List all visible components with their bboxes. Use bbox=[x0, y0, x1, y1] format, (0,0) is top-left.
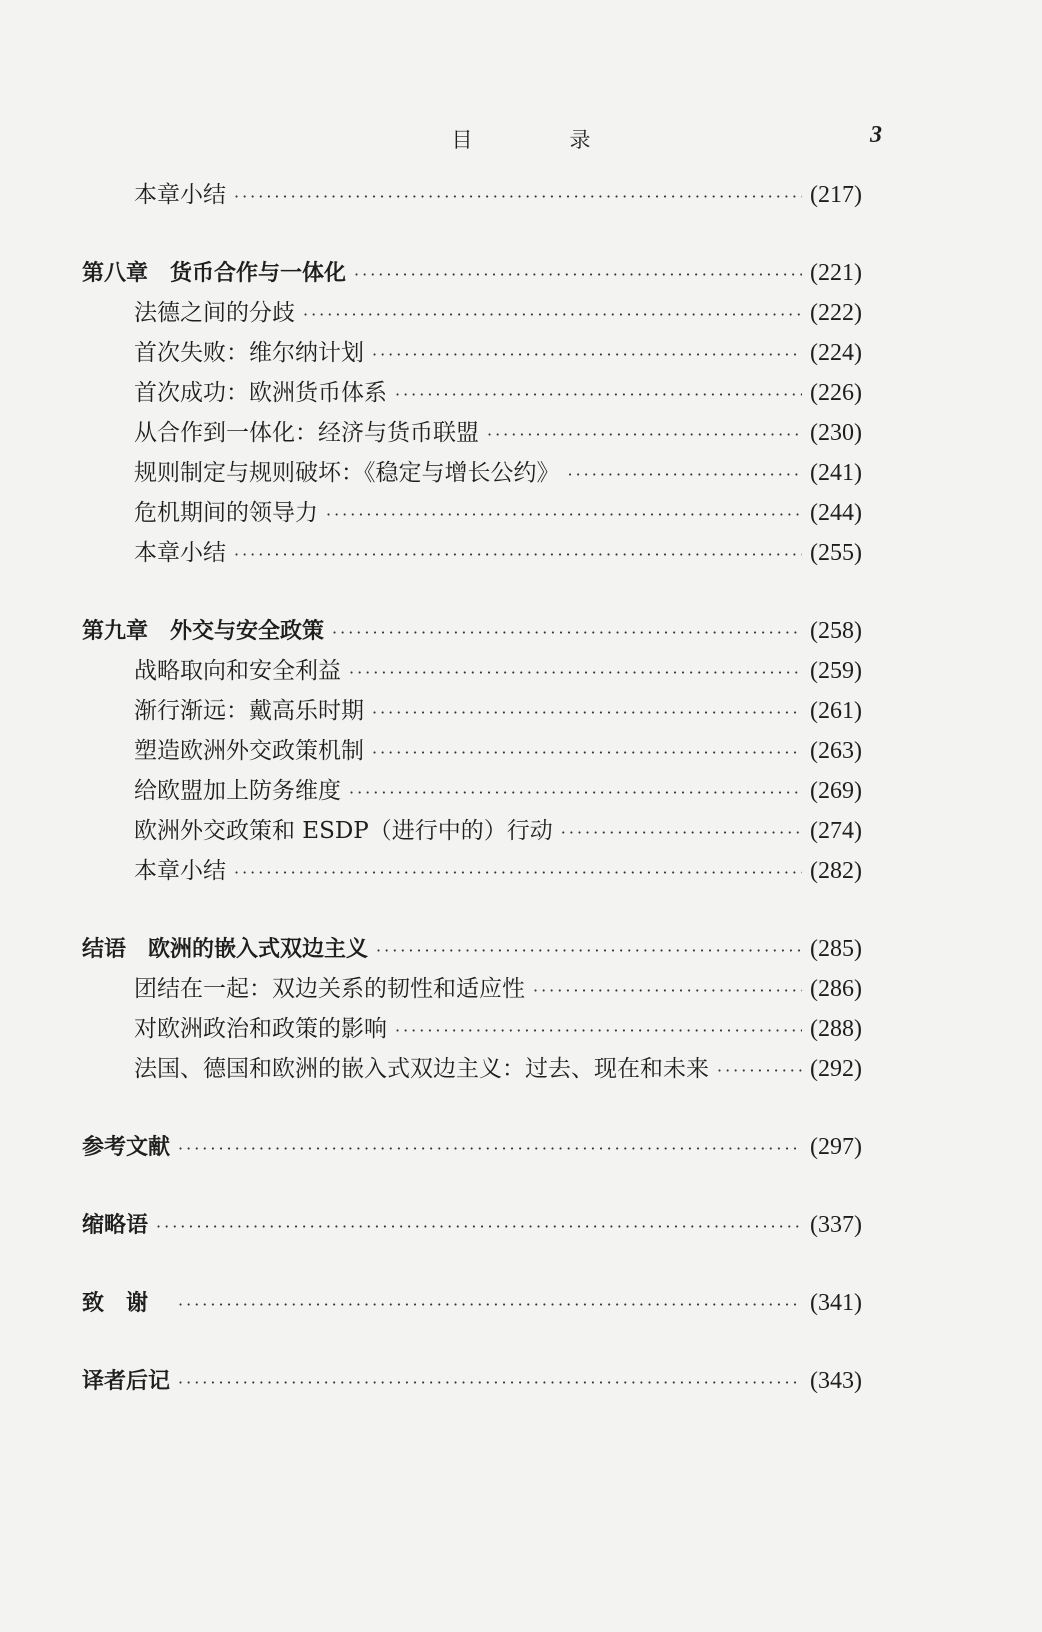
toc-entry-title: 给欧盟加上防务维度 bbox=[134, 778, 341, 804]
toc-entry-title: 本章小结 bbox=[134, 858, 226, 884]
toc-entry-title: 货币合作与一体化 bbox=[170, 261, 347, 286]
dot-leader bbox=[717, 1051, 802, 1091]
toc-chapter-entry[interactable] bbox=[82, 253, 862, 293]
toc-entry-title: 本章小结 bbox=[134, 182, 226, 208]
dot-leader bbox=[349, 773, 802, 813]
toc-entry-title: 欧洲外交政策和 ESDP（进行中的）行动 bbox=[134, 818, 553, 844]
dot-leader bbox=[372, 733, 802, 773]
dot-leader bbox=[178, 1129, 802, 1169]
dot-leader bbox=[561, 813, 802, 853]
toc-section-entry[interactable] bbox=[82, 453, 862, 493]
toc-chapter-entry[interactable] bbox=[82, 929, 862, 969]
toc-entry-label bbox=[134, 373, 387, 413]
toc-entry-title: 团结在一起：双边关系的韧性和适应性 bbox=[134, 976, 525, 1002]
toc-page-number: (343) bbox=[810, 1368, 862, 1394]
toc-gap bbox=[82, 1089, 862, 1127]
toc-entry-label bbox=[134, 651, 341, 691]
toc-entry-title: 从合作到一体化：经济与货币联盟 bbox=[134, 420, 479, 446]
toc-page-number: (258) bbox=[810, 618, 862, 644]
toc-gap bbox=[82, 215, 862, 253]
toc-entry-label bbox=[134, 333, 364, 373]
toc-gap bbox=[82, 1167, 862, 1205]
dot-leader bbox=[372, 335, 802, 375]
toc-page-number: (269) bbox=[810, 778, 862, 804]
toc-entry-label bbox=[82, 1362, 170, 1402]
toc-section-entry[interactable] bbox=[82, 651, 862, 691]
toc-page-number: (263) bbox=[810, 738, 862, 764]
dot-leader bbox=[395, 1011, 802, 1051]
toc-section-entry[interactable] bbox=[82, 691, 862, 731]
toc-chapter-number: 第八章 bbox=[82, 261, 149, 286]
toc-section-entry[interactable] bbox=[82, 175, 862, 215]
dot-leader bbox=[234, 535, 802, 575]
dot-leader bbox=[372, 693, 802, 733]
toc-entry-title: 战略取向和安全利益 bbox=[134, 658, 341, 684]
toc-page-number: (226) bbox=[810, 380, 862, 406]
toc-page-number: (341) bbox=[810, 1290, 862, 1316]
toc-chapter-entry[interactable] bbox=[82, 611, 862, 651]
toc-section-entry[interactable] bbox=[82, 1009, 862, 1049]
toc-entry-label bbox=[134, 1009, 387, 1049]
toc-entry-label bbox=[82, 930, 368, 970]
toc-section-entry[interactable] bbox=[82, 533, 862, 573]
toc-page-number: (337) bbox=[810, 1212, 862, 1238]
table-of-contents bbox=[82, 175, 862, 1401]
toc-entry-title: 法德之间的分歧 bbox=[134, 300, 295, 326]
toc-entry-title: 塑造欧洲外交政策机制 bbox=[134, 738, 364, 764]
dot-leader bbox=[354, 255, 802, 295]
dot-leader bbox=[326, 495, 802, 535]
toc-entry-title: 规则制定与规则破坏：《稳定与增长公约》 bbox=[134, 460, 560, 486]
toc-entry-title: 本章小结 bbox=[134, 540, 226, 566]
dot-leader bbox=[178, 1363, 802, 1403]
toc-entry-title: 首次失败：维尔纳计划 bbox=[134, 340, 364, 366]
dot-leader bbox=[533, 971, 802, 1011]
toc-gap bbox=[82, 891, 862, 929]
toc-chapter-entry[interactable] bbox=[82, 1127, 862, 1167]
toc-chapter-entry[interactable] bbox=[82, 1205, 862, 1245]
dot-leader bbox=[303, 295, 802, 335]
toc-entry-title: 欧洲的嵌入式双边主义 bbox=[148, 937, 369, 962]
page-number: 3 bbox=[870, 122, 882, 148]
toc-section-entry[interactable] bbox=[82, 851, 862, 891]
toc-page-number: (282) bbox=[810, 858, 862, 884]
toc-entry-title: 外交与安全政策 bbox=[170, 619, 325, 644]
toc-page-number: (259) bbox=[810, 658, 862, 684]
toc-page-number: (230) bbox=[810, 420, 862, 446]
dot-leader bbox=[156, 1207, 802, 1247]
toc-entry-label bbox=[134, 453, 560, 493]
toc-section-entry[interactable] bbox=[82, 1049, 862, 1089]
toc-page-number: (224) bbox=[810, 340, 862, 366]
running-title: 目 录 bbox=[451, 128, 629, 152]
toc-entry-label bbox=[82, 612, 324, 652]
toc-chapter-number: 第九章 bbox=[82, 619, 149, 644]
running-head bbox=[0, 118, 1042, 158]
dot-leader bbox=[178, 1285, 802, 1325]
toc-chapter-number: 结语 bbox=[82, 937, 127, 962]
toc-section-entry[interactable] bbox=[82, 293, 862, 333]
toc-section-entry[interactable] bbox=[82, 413, 862, 453]
toc-gap bbox=[82, 573, 862, 611]
dot-leader bbox=[349, 653, 802, 693]
toc-section-entry[interactable] bbox=[82, 811, 862, 851]
toc-entry-title: 渐行渐远：戴高乐时期 bbox=[134, 698, 364, 724]
toc-entry-title: 危机期间的领导力 bbox=[134, 500, 318, 526]
toc-entry-title: 致谢 bbox=[82, 1291, 171, 1316]
dot-leader bbox=[487, 415, 802, 455]
toc-entry-title: 缩略语 bbox=[82, 1213, 149, 1238]
toc-entry-title: 参考文献 bbox=[82, 1135, 171, 1160]
toc-entry-title: 译者后记 bbox=[82, 1369, 171, 1394]
toc-gap bbox=[82, 1323, 862, 1361]
toc-entry-label bbox=[82, 1128, 170, 1168]
toc-entry-label bbox=[134, 175, 226, 215]
toc-entry-label bbox=[134, 413, 479, 453]
toc-entry-title: 对欧洲政治和政策的影响 bbox=[134, 1016, 387, 1042]
toc-section-entry[interactable] bbox=[82, 771, 862, 811]
toc-chapter-entry[interactable] bbox=[82, 1361, 862, 1401]
toc-entry-label bbox=[82, 254, 346, 294]
dot-leader bbox=[234, 177, 802, 217]
toc-entry-label bbox=[134, 691, 364, 731]
dot-leader bbox=[376, 931, 802, 971]
toc-gap bbox=[82, 1245, 862, 1283]
toc-chapter-entry[interactable] bbox=[82, 1283, 862, 1323]
toc-section-entry[interactable] bbox=[82, 333, 862, 373]
toc-entry-label bbox=[134, 493, 318, 533]
toc-section-entry[interactable] bbox=[82, 493, 862, 533]
toc-entry-label bbox=[134, 771, 341, 811]
toc-page-number: (288) bbox=[810, 1016, 862, 1042]
dot-leader bbox=[568, 455, 803, 495]
toc-entry-label bbox=[134, 969, 525, 1009]
toc-entry-label bbox=[134, 851, 226, 891]
toc-page-number: (244) bbox=[810, 500, 862, 526]
toc-section-entry[interactable] bbox=[82, 969, 862, 1009]
toc-entry-label bbox=[134, 533, 226, 573]
dot-leader bbox=[395, 375, 802, 415]
toc-page-number: (222) bbox=[810, 300, 862, 326]
toc-entry-label bbox=[134, 293, 295, 333]
toc-entry-label bbox=[134, 731, 364, 771]
toc-page-number: (285) bbox=[810, 936, 862, 962]
toc-section-entry[interactable] bbox=[82, 731, 862, 771]
toc-page-number: (255) bbox=[810, 540, 862, 566]
toc-entry-label bbox=[82, 1206, 148, 1246]
dot-leader bbox=[332, 613, 802, 653]
toc-entry-label bbox=[82, 1284, 170, 1324]
toc-page-number: (241) bbox=[810, 460, 862, 486]
toc-page-number: (274) bbox=[810, 818, 862, 844]
toc-page-number: (286) bbox=[810, 976, 862, 1002]
dot-leader bbox=[234, 853, 802, 893]
toc-page-number: (261) bbox=[810, 698, 862, 724]
toc-section-entry[interactable] bbox=[82, 373, 862, 413]
toc-entry-title: 首次成功：欧洲货币体系 bbox=[134, 380, 387, 406]
toc-page-number: (221) bbox=[810, 260, 862, 286]
toc-entry-label bbox=[134, 1049, 709, 1089]
toc-page-number: (217) bbox=[810, 182, 862, 208]
toc-page-number: (292) bbox=[810, 1056, 862, 1082]
toc-page-number: (297) bbox=[810, 1134, 862, 1160]
toc-entry-label bbox=[134, 811, 553, 851]
toc-entry-title: 法国、德国和欧洲的嵌入式双边主义：过去、现在和未来 bbox=[134, 1056, 709, 1082]
